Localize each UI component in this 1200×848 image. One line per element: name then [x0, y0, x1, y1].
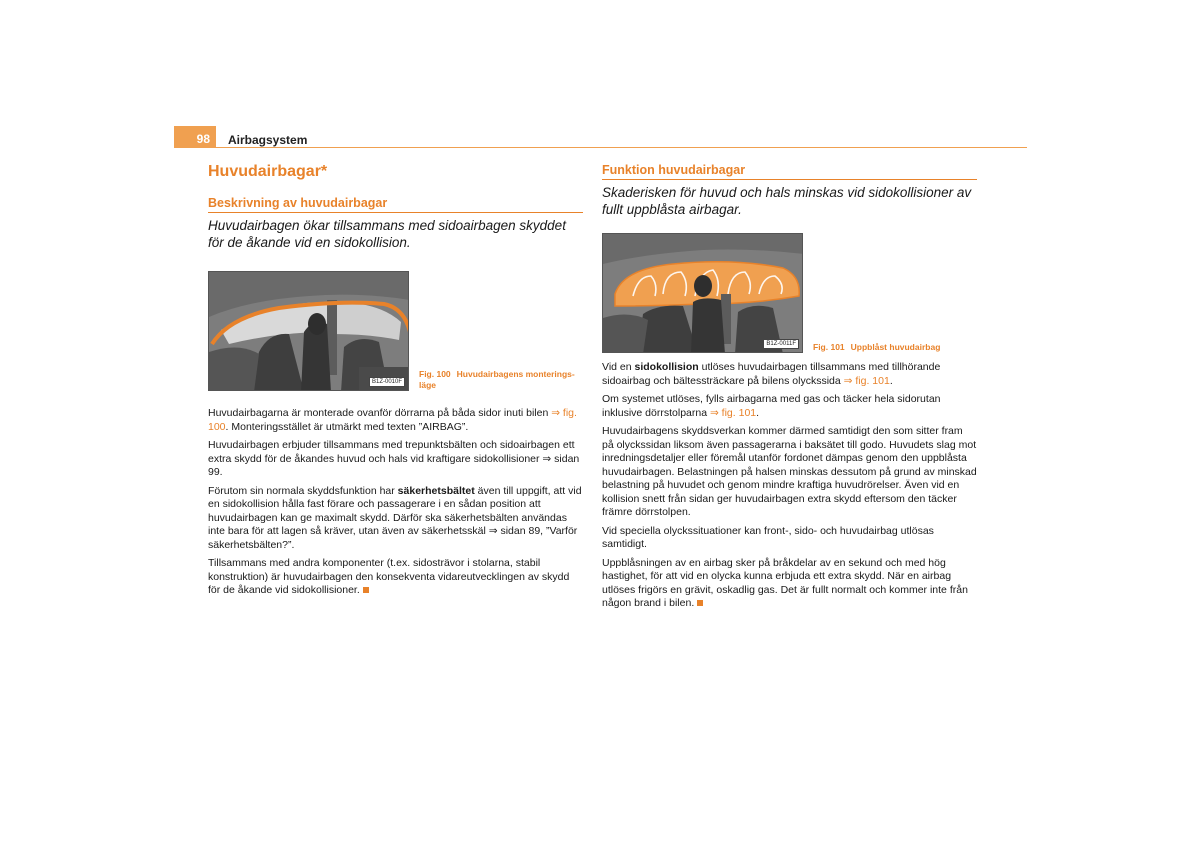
figure-reference-link[interactable]: ⇒ fig. 101 — [843, 374, 890, 387]
header-rule — [216, 147, 1027, 148]
paragraph-text: . — [889, 374, 893, 387]
bold-term: sidokollision — [634, 361, 699, 373]
end-of-section-marker — [363, 587, 369, 593]
figure-100-number: Fig. 100 — [419, 369, 451, 379]
section-title: Huvudairbagar* — [208, 163, 328, 180]
paragraph-text: utlöses huvudairbagen tillsammans med tillhörande sidoairbag och bältessträckare på bilens olyckssida — [602, 361, 941, 387]
figure-100-caption — [419, 369, 579, 391]
figure-reference-link[interactable]: ⇒ fig. 100 — [208, 407, 577, 433]
figure-101-image — [602, 233, 803, 353]
figure-101-row — [602, 233, 977, 353]
left-column — [208, 163, 583, 603]
lead-text-description: Huvudairbagen ökar tillsammans med sidoairbagen skyddet för de åkande vid en sidokollision. — [208, 218, 566, 250]
figure-100-image — [208, 271, 409, 391]
figure-code: B1Z-0010F — [369, 377, 405, 387]
paragraph-inflation — [602, 557, 977, 611]
figure-101-number: Fig. 101 — [813, 342, 845, 352]
paragraph-text: Uppblåsningen av en airbag sker på bråkdelar av en sekund och med hög hastighet, för att vid en olycka kunna erbjuda ett extra skydd. När en airbag utlöses frigörs en grävit, oskadlig gas. Det är fullt normalt och kommer inte från någon brand i bilen. — [602, 556, 968, 609]
figure-101-caption-text: Uppblåst huvudairbag — [850, 342, 941, 352]
chapter-title: Airbagsystem — [228, 133, 308, 147]
paragraph-side-collision — [602, 361, 977, 388]
bold-term: säkerhetsbältet — [397, 484, 475, 497]
paragraph-text: Om systemet utlöses, fylls airbagarna med gas och täcker hela sidorutan inklusive dörrstolparna — [602, 393, 941, 419]
car-interior-illustration — [209, 272, 409, 391]
inflated-airbag-illustration — [603, 234, 803, 353]
paragraph-text: . — [756, 406, 760, 419]
paragraph-text: Förutom sin normala skyddsfunktion har — [208, 484, 398, 497]
paragraph-seatbelt — [208, 485, 583, 553]
paragraph-special-situations: Vid speciella olyckssituationer kan front-, sido- och huvudairbag utlösas samtidigt. — [602, 524, 934, 550]
figure-100-row — [208, 271, 583, 391]
page-number: 98 — [174, 126, 216, 148]
figure-100-caption-text: Huvudairbagens monterings-läge — [419, 369, 575, 390]
paragraph-text: Tillsammans med andra komponenter (t.ex. sidosträvor i stolarna, stabil konstruktion) är huvudairbagen den konsekventa vidareutvecklingen av skydd för de åkande vid sidokollisioner. — [208, 557, 570, 596]
lead-text-function: Skaderisken för huvud och hals minskas vid sidokollisioner av fullt uppblåsta airbagar. — [602, 185, 972, 217]
subsection-title-function: Funktion huvudairbagar — [602, 163, 977, 180]
figure-101-caption — [813, 342, 973, 353]
subsection-title-description: Beskrivning av huvudairbagar — [208, 196, 583, 213]
paragraph-text: Vid en — [602, 361, 635, 373]
figure-reference-link[interactable]: ⇒ fig. 101 — [709, 406, 757, 419]
paragraph-protective-effect: Huvudairbagens skyddsverkan kommer därmed samtidigt den som sitter fram på olyckssidan liksom även passagerarna i baksätet till godo. Huvudets slag mot inredningsdetaljer eller föremål utanför fordonet dämpas genom den uppblåsta huvudairbagen. Belastningen på halsen minskas dessutom på grund av minskad belastning på huvudet och genom mindre kraftiga huvudrörelser. Även vid en kollision snett från sidan ger huvudairbagen extra skydd eftersom den täcker främre dörrstolpen. — [602, 425, 977, 518]
paragraph-text: Huvudairbagarna är monterade ovanför dörrarna på båda sidor inuti bilen — [208, 407, 552, 419]
paragraph-components — [208, 557, 583, 598]
end-of-section-marker — [697, 600, 703, 606]
figure-code: B1Z-0011F — [763, 339, 799, 349]
paragraph-triggering — [602, 393, 977, 420]
paragraph-text: . Monteringsstället är utmärkt med texten ”AIRBAG”. — [225, 420, 469, 433]
page-header — [174, 126, 1027, 148]
right-column — [602, 163, 977, 616]
paragraph-text: även till uppgift, att vid en sidokollision hålla fast förare och passagerare i en sådan position att huvudairbagen kan ge maximalt skydd. Därför ska säkerhetsbälten användas inte bara för att lagen så kräver, utan även av säkerhetsskäl ⇒ sidan 89, ”Varför säkerhetsbälten?”. — [208, 484, 582, 551]
paragraph-mounting — [208, 407, 583, 434]
paragraph-protection: Huvudairbagen erbjuder tillsammans med trepunktsbälten och sidoairbagen ett extra skydd för de åkandes huvud och hals vid kraftigare sidokollisioner ⇒ sidan 99. — [208, 439, 580, 478]
